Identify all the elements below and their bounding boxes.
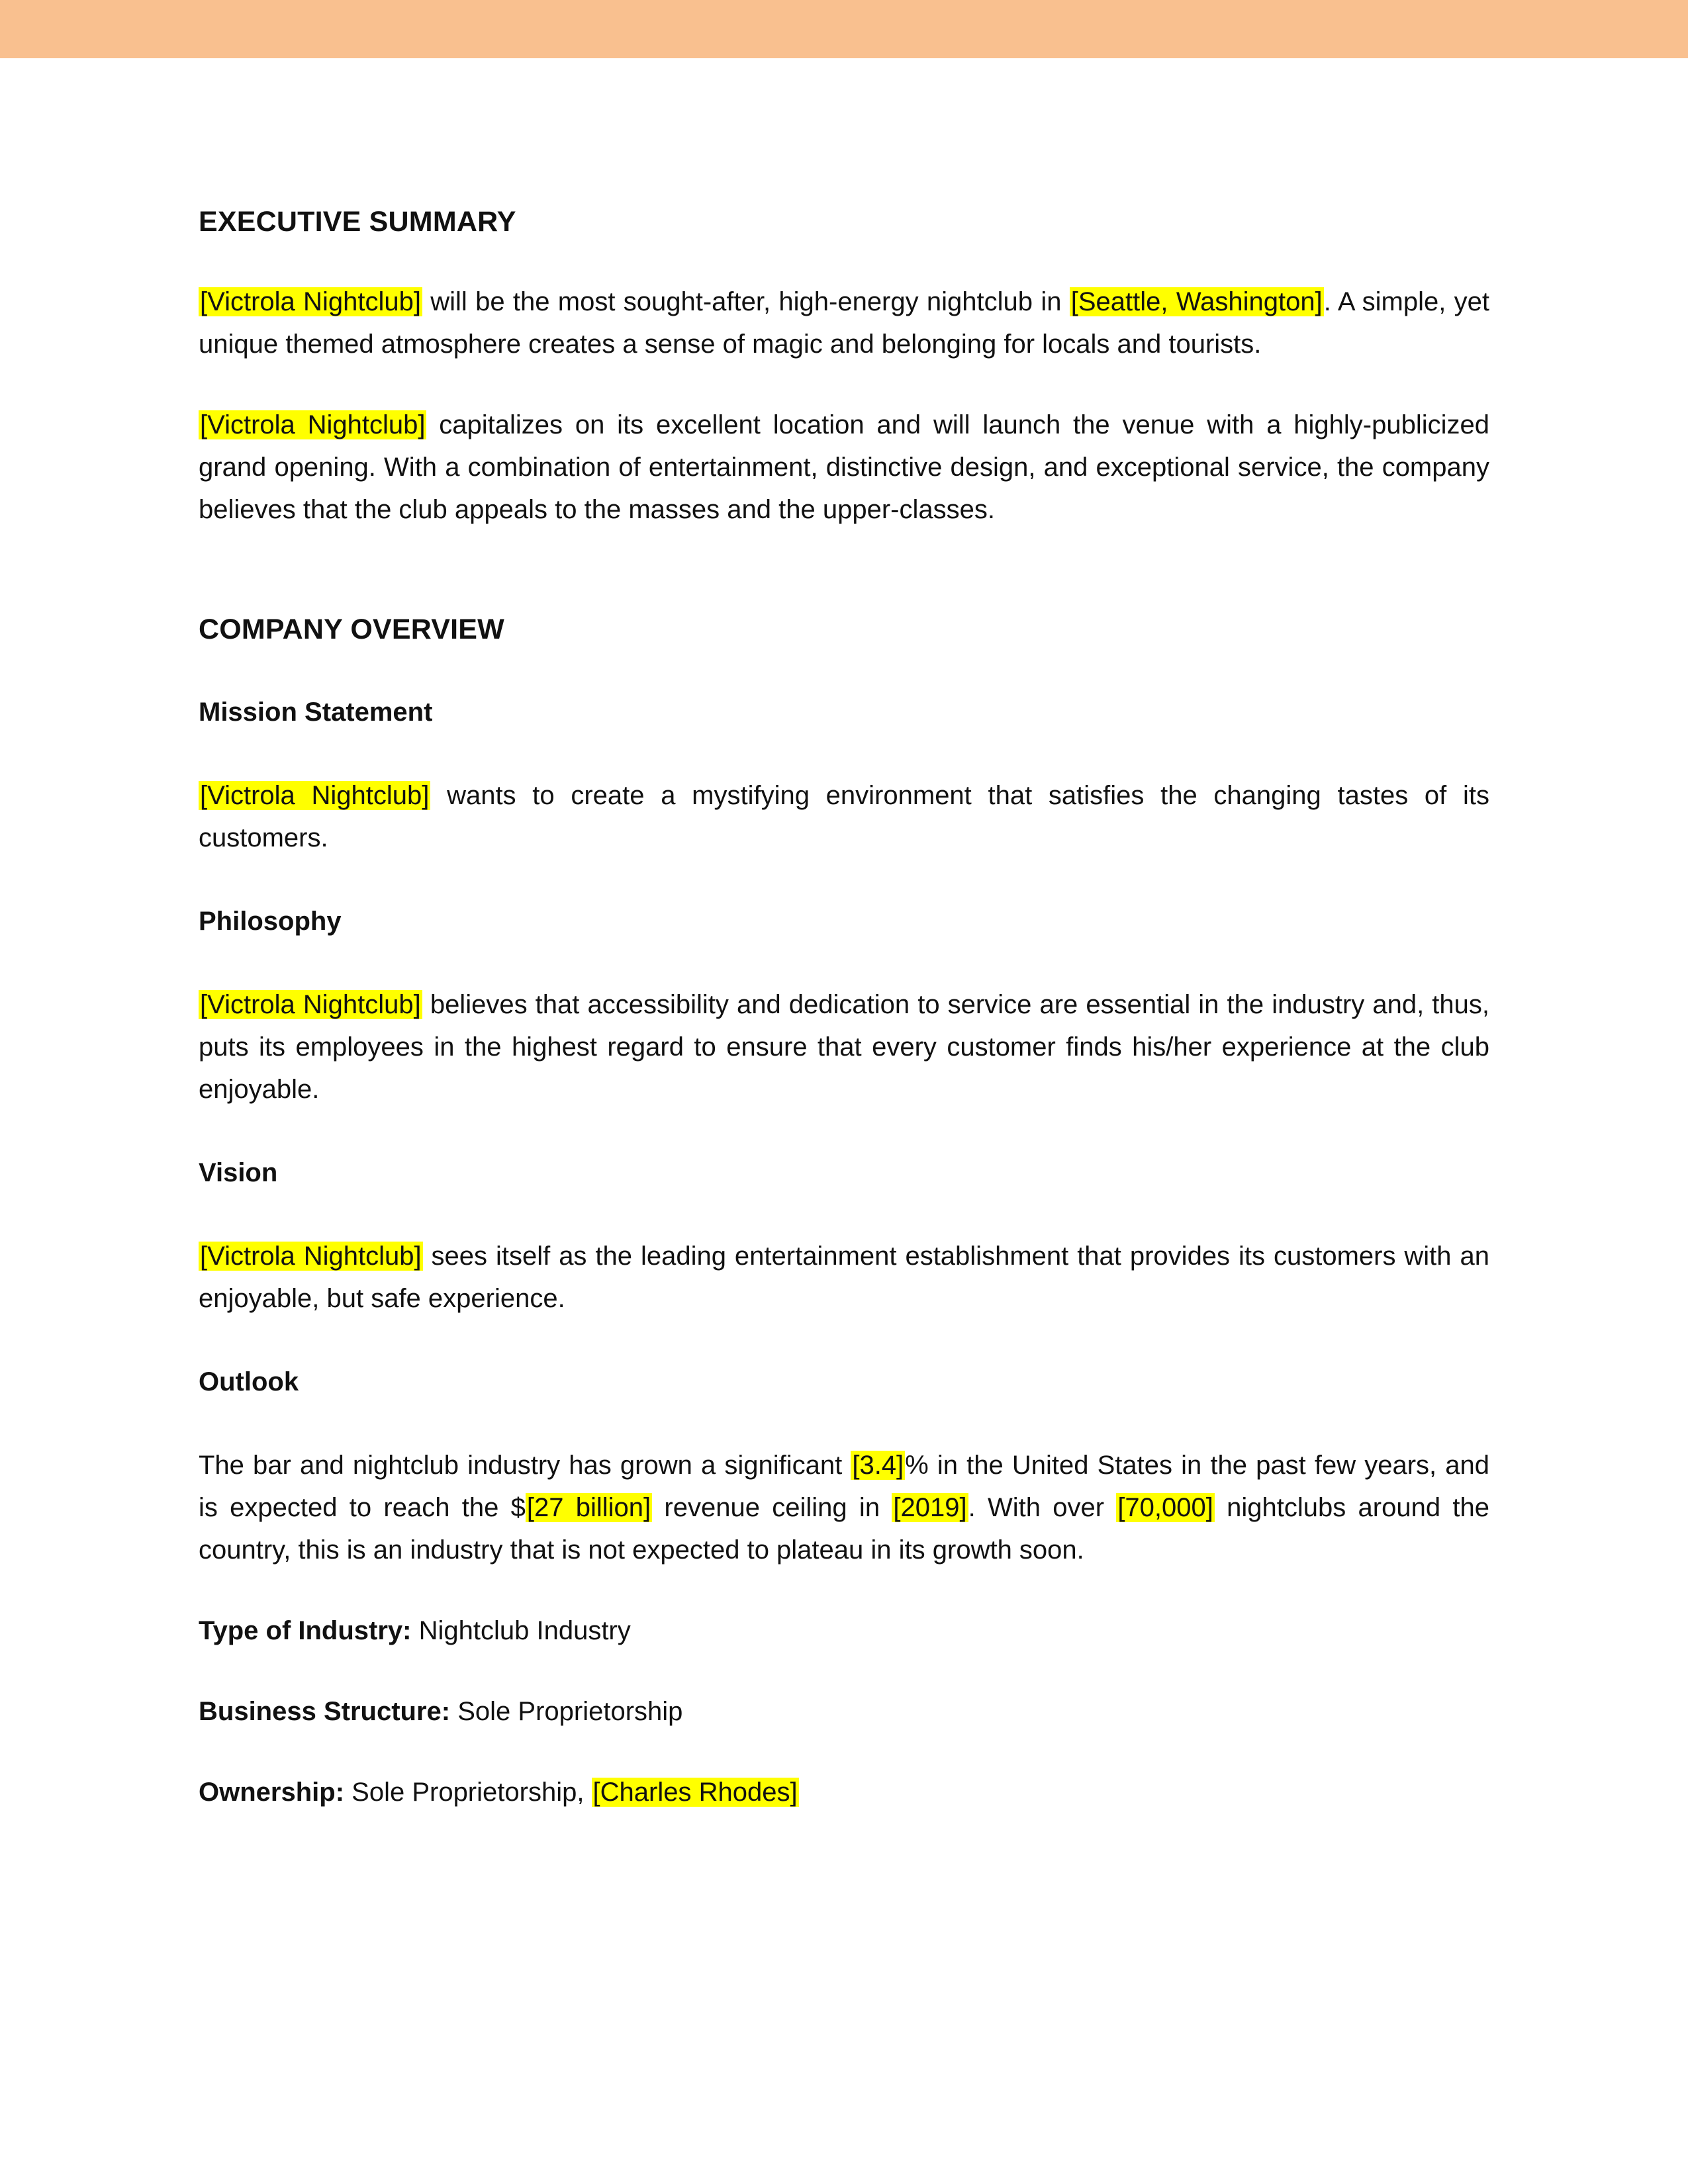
vision-heading: Vision xyxy=(199,1158,278,1187)
philosophy-heading: Philosophy xyxy=(199,907,342,936)
highlight-year: [2019] xyxy=(893,1493,967,1522)
top-header-bar xyxy=(0,0,1688,58)
mission-statement-heading: Mission Statement xyxy=(199,698,433,727)
ownership xyxy=(199,1771,1489,1813)
executive-summary-paragraph-2: [Victrola Nightclub] capitalizes on its excellent location and will launch the venue with a highly-publicized grand opening. With a combination of entertainment, distinctive design, and exceptional service, the company believes that the club appeals to the masses and the upper-classes. xyxy=(199,410,1489,524)
philosophy-text: [Victrola Nightclub] believes that accessibility and dedication to service are essential in the industry and, thus, puts its employees in the highest regard to ensure that every customer finds his/her experience at the club enjoyable. xyxy=(199,990,1489,1104)
highlight-company-name: [Victrola Nightclub] xyxy=(200,410,426,439)
highlight-company-name: [Victrola Nightclub] xyxy=(200,781,430,810)
highlight-company-name: [Victrola Nightclub] xyxy=(200,990,421,1019)
highlight-revenue: [27 billion] xyxy=(526,1493,651,1522)
ownership-value: Sole Proprietorship, xyxy=(344,1778,592,1807)
highlight-company-name: [Victrola Nightclub] xyxy=(200,1242,422,1271)
highlight-company-name: [Victrola Nightclub] xyxy=(200,287,421,316)
document-body xyxy=(199,192,1489,1813)
business-structure-label: Business Structure: xyxy=(199,1697,451,1726)
company-overview-heading: COMPANY OVERVIEW xyxy=(199,614,504,645)
outlook-heading: Outlook xyxy=(199,1367,299,1396)
highlight-nightclub-count: [70,000] xyxy=(1117,1493,1213,1522)
type-of-industry-label: Type of Industry: xyxy=(199,1616,412,1645)
vision-text: [Victrola Nightclub] sees itself as the leading entertainment establishment that provides its customers with an enjoyable, but safe experience. xyxy=(199,1242,1489,1313)
highlight-owner-name: [Charles Rhodes] xyxy=(592,1778,798,1807)
ownership-label: Ownership: xyxy=(199,1778,345,1807)
highlight-growth-rate: [3.4] xyxy=(852,1451,904,1480)
executive-summary-paragraph-1: [Victrola Nightclub] will be the most sought-after, high-energy nightclub in [Seattle, Washington]. A simple, yet unique themed atmosphere creates a sense of magic and belonging for locals and tourists. xyxy=(199,287,1490,359)
outlook-text: The bar and nightclub industry has grown a significant [3.4]% in the United States in the past few years, and is expected to reach the $[27 billion] revenue ceiling in [2019]. With over [70,000] nightclubs around the country, this is an industry that is not expected to plateau in its growth soon. xyxy=(199,1451,1489,1565)
business-structure xyxy=(199,1690,1489,1733)
type-of-industry-value: Nightclub Industry xyxy=(411,1616,631,1645)
business-structure-value: Sole Proprietorship xyxy=(450,1697,683,1726)
highlight-location: [Seattle, Washington] xyxy=(1070,287,1323,316)
mission-statement-text: [Victrola Nightclub] wants to create a mystifying environment that satisfies the changing tastes of its customers. xyxy=(199,781,1489,852)
type-of-industry xyxy=(199,1610,1489,1652)
executive-summary-heading: EXECUTIVE SUMMARY xyxy=(199,206,516,238)
